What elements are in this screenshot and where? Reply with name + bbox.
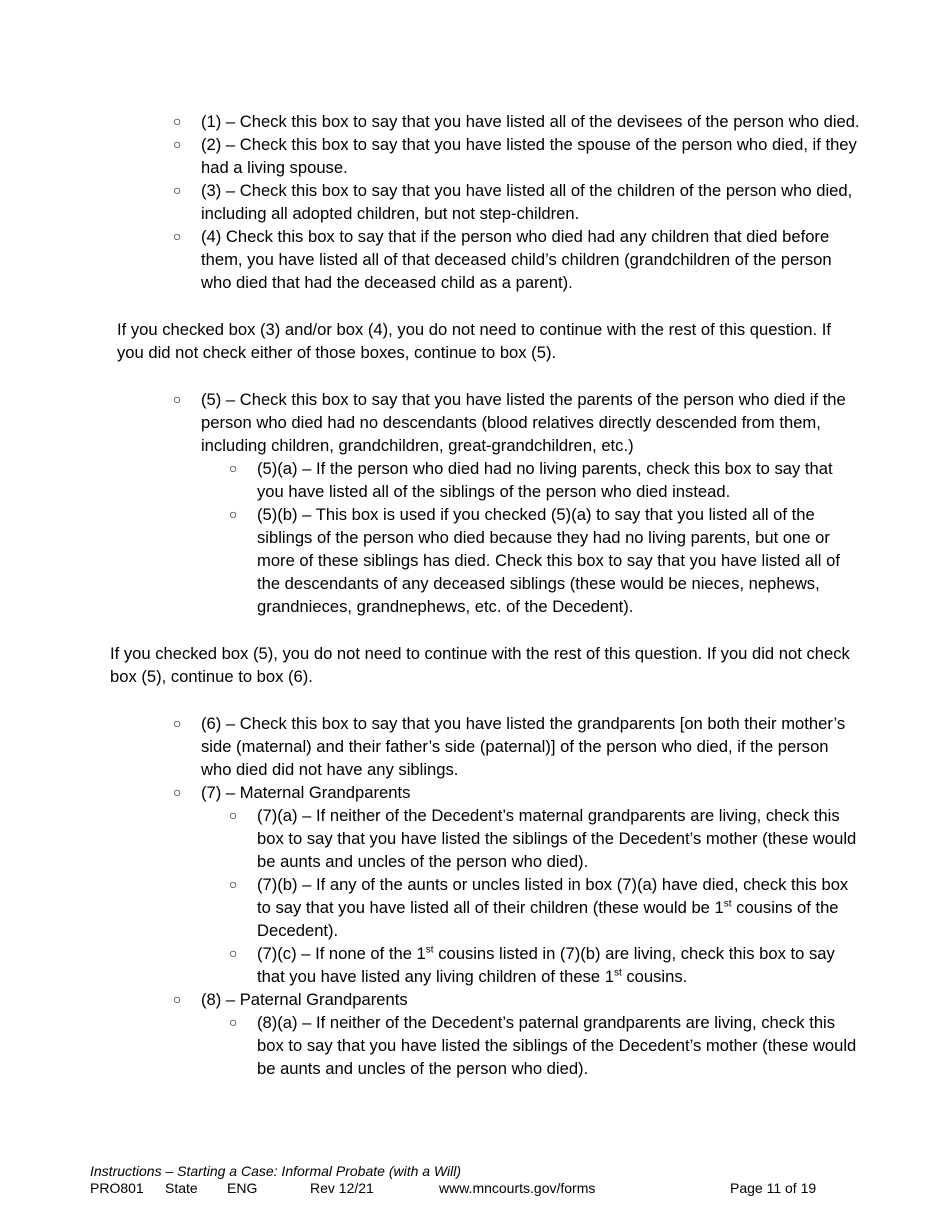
bullet-icon: ○ [173, 391, 182, 407]
bullet-icon: ○ [173, 991, 182, 1007]
item-text: (2) – Check this box to say that you have listed the spouse of the person who died, if they had a living spouse. [201, 135, 857, 177]
list-item-5a [0, 457, 863, 503]
list-item-5b [0, 503, 863, 618]
item-text: (5)(b) – This box is used if you checked (5)(a) to say that you listed all of the siblings of the person who died because they had no living parents, but one or more of these siblings has died. Check this box to say that you have listed all of the descendants of any deceased siblings (these would be nieces, nephews, grandnieces, grandnephews, etc. of the Decedent). [257, 505, 840, 616]
list-item-8 [0, 988, 861, 1011]
instruction-paragraph-1: If you checked box (3) and/or box (4), you do not need to continue with the rest of this question. If you did not check either of those boxes, continue to box (5). [117, 320, 831, 362]
list-item-7 [0, 781, 861, 804]
item-text: (8) – Paternal Grandparents [201, 990, 408, 1009]
footer-title: Instructions – Starting a Case: Informal Probate (with a Will) [90, 1163, 462, 1179]
bullet-icon: ○ [229, 1014, 238, 1030]
item-text: (3) – Check this box to say that you have listed all of the children of the person who died, including all adopted children, but not step-children. [201, 181, 853, 223]
item-text-part: (7)(b) – If any of the aunts or uncles listed in box (7)(a) have died, check this box to say that you have listed all of their children (these would be 1 [257, 875, 849, 917]
bullet-icon: ○ [173, 784, 182, 800]
item-text: (6) – Check this box to say that you have listed the grandparents [on both their mother’s side (maternal) and their father’s side (paternal)] of the person who died, if the person who died did not have any siblings. [201, 714, 846, 779]
list-item-3 [0, 179, 861, 225]
footer-meta-row [90, 1180, 890, 1197]
list-item-1 [0, 110, 861, 133]
list-item-7a [0, 804, 863, 873]
list-item-2 [0, 133, 861, 179]
list-item-8a [0, 1011, 863, 1080]
item-text: (4) Check this box to say that if the person who died had any children that died before them, you have listed all of that deceased child’s children (grandchildren of the person who died that had the deceased child as a parent). [201, 227, 832, 292]
bullet-icon: ○ [173, 136, 182, 152]
bullet-icon: ○ [229, 945, 238, 961]
bullet-icon: ○ [229, 876, 238, 892]
list-item-7c [0, 942, 863, 988]
item-text-part: cousins. [621, 967, 688, 986]
ordinal-suffix: st [613, 967, 622, 979]
ordinal-suffix: st [723, 898, 732, 910]
item-text: (5) – Check this box to say that you have listed the parents of the person who died if the person who died had no descendants (blood relatives directly descended from them, including children, grandchildren, great-grandchildren, etc.) [201, 390, 846, 455]
item-text: (7)(a) – If neither of the Decedent’s maternal grandparents are living, check this box to say that you have listed the siblings of the Decedent’s mother (these would be aunts and uncles of the person who died). [257, 806, 857, 871]
footer-url-link[interactable]: www.mncourts.gov/forms [439, 1180, 596, 1196]
footer-jurisdiction: State [165, 1180, 198, 1196]
page-footer [90, 1163, 890, 1197]
item-text: (7) – Maternal Grandparents [201, 783, 411, 802]
bullet-icon: ○ [173, 228, 182, 244]
instruction-paragraph-2: If you checked box (5), you do not need to continue with the rest of this question. If you did not check box (5), continue to box (6). [110, 644, 850, 686]
list-item-4 [0, 225, 861, 294]
item-text: (1) – Check this box to say that you have listed all of the devisees of the person who died. [201, 112, 860, 131]
document-body [0, 110, 950, 1080]
item-text: (8)(a) – If neither of the Decedent’s paternal grandparents are living, check this box to say that you have listed the siblings of the Decedent’s mother (these would be aunts and uncles of the person who died). [257, 1013, 857, 1078]
list-item-6 [0, 712, 861, 781]
footer-page-number: Page 11 of 19 [730, 1180, 817, 1196]
list-item-7b [0, 873, 863, 942]
item-text-part: cousins of the Decedent). [257, 898, 839, 940]
item-text-part: (7)(c) – If none of the 1 [257, 944, 426, 963]
bullet-icon: ○ [173, 715, 182, 731]
item-text-part: cousins listed in (7)(b) are living, check this box to say that you have listed any living children of these 1 [257, 944, 835, 986]
item-text: (5)(a) – If the person who died had no living parents, check this box to say that you have listed all of the siblings of the person who died instead. [257, 459, 833, 501]
footer-language: ENG [227, 1180, 258, 1196]
bullet-icon: ○ [229, 506, 238, 522]
bullet-icon: ○ [229, 807, 238, 823]
footer-form-code: PRO801 [90, 1180, 144, 1196]
bullet-icon: ○ [173, 182, 182, 198]
bullet-icon: ○ [173, 113, 182, 129]
list-item-5 [0, 388, 861, 457]
ordinal-suffix: st [425, 944, 434, 956]
bullet-icon: ○ [229, 460, 238, 476]
footer-revision: Rev 12/21 [310, 1180, 374, 1196]
